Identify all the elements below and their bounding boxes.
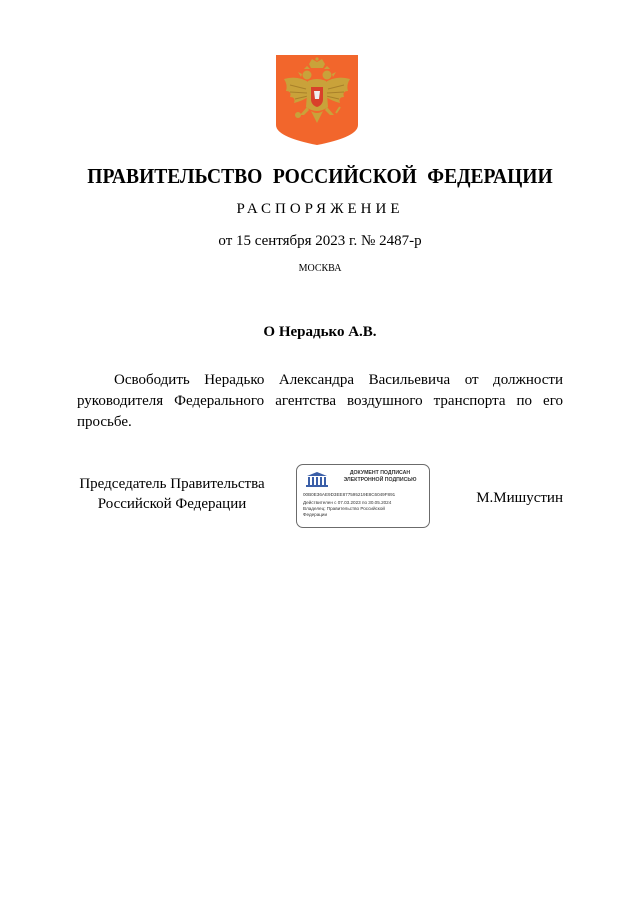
signer-title: [70, 474, 274, 514]
esig-header-line1: ДОКУМЕНТ ПОДПИСАН: [349, 470, 411, 476]
document-date: от 15 сентября 2023 г. № 2487-р: [218, 233, 422, 249]
esig-header: [333, 470, 427, 483]
signer-title-line1: Председатель Правительства: [79, 476, 265, 492]
russian-coat-of-arms-icon: [276, 55, 358, 145]
coat-of-arms-emblem: [276, 55, 358, 145]
document-subject: О Нерадько А.В.: [263, 324, 377, 340]
esig-owner: Владелец: Правительство Российской Федерации: [303, 506, 385, 517]
government-title: ПРАВИТЕЛЬСТВО РОССИЙСКОЙ ФЕДЕРАЦИИ: [87, 164, 553, 188]
government-building-icon: [304, 470, 330, 488]
document-type: РАСПОРЯЖЕНИЕ: [236, 201, 404, 217]
document-body: Освободить Нерадько Александра Васильевича от должности руководителя Федерального агентства воздушного транспорта по его просьбе.: [77, 372, 563, 430]
signer-title-line2: Российской Федерации: [97, 496, 247, 512]
esig-certificate: 00B0E36AE9D3EE877595219E8C6049F891: [303, 492, 396, 497]
esig-validity: Действителен с 07.03.2023 по 30.05.2024: [303, 500, 392, 505]
electronic-signature-stamp: [296, 464, 430, 528]
esig-header-line2: ЭЛЕКТРОННОЙ ПОДПИСЬЮ: [343, 476, 417, 483]
signer-name: М.Мишустин: [476, 490, 563, 506]
document-city: МОСКВА: [298, 263, 342, 274]
